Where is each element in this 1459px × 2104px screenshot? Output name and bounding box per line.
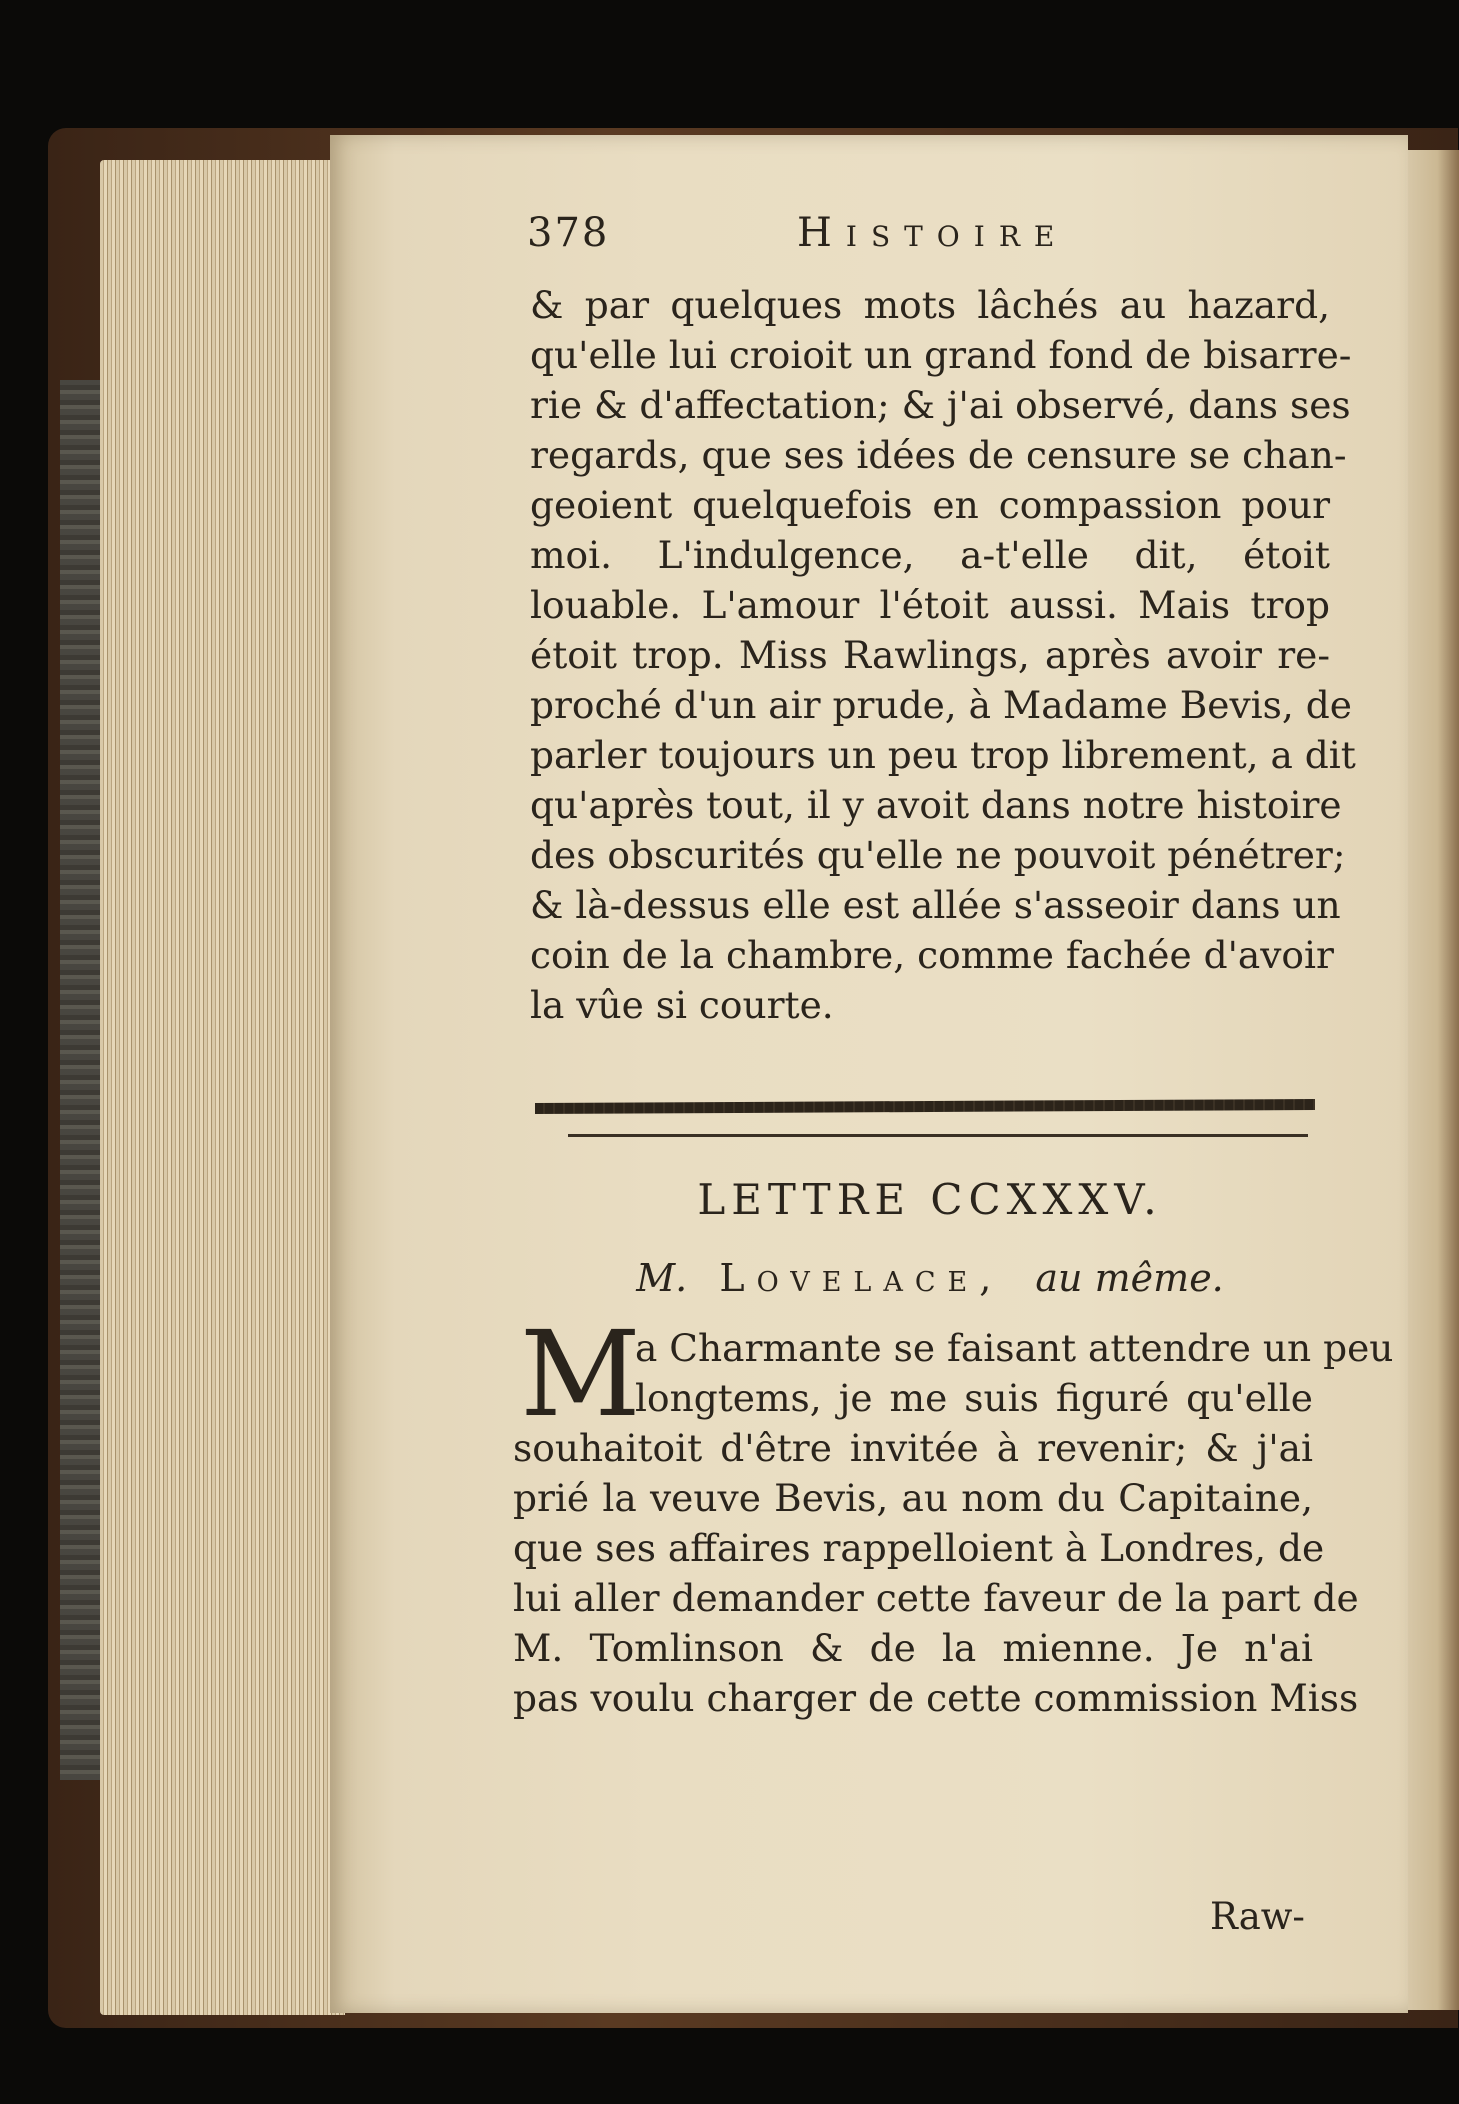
text-line: coin de la chambre, comme fachée d'avoir: [530, 933, 1334, 977]
book-page: [330, 135, 1408, 2013]
letter-sender-line: [530, 1256, 1330, 1312]
text-line: proché d'un air prude, à Madame Bevis, de: [530, 683, 1352, 727]
drop-cap: M: [520, 1305, 641, 1443]
ornamental-rule: [535, 1099, 1315, 1114]
text-line: étoit trop. Miss Rawlings, après avoir re-: [530, 633, 1330, 677]
text-line: moi. L'indulgence, a-t'elle dit, étoit: [530, 533, 1330, 577]
letter-text-line: lui aller demander cette faveur de la part de: [513, 1576, 1359, 1620]
cover-marbling: [60, 380, 105, 1780]
sender-name: Lovelace,: [719, 1256, 1004, 1300]
thin-rule: [568, 1134, 1308, 1137]
text-line: la vûe si courte.: [530, 983, 834, 1027]
page-number: 378: [527, 210, 610, 256]
letter-text-line: souhaitoit d'être invitée à revenir; & j'ai: [513, 1426, 1313, 1470]
text-line: rie & d'affectation; & j'ai observé, dans ses: [530, 383, 1351, 427]
letter-text-line: longtems, je me suis figuré qu'elle: [635, 1376, 1313, 1420]
catchword: Raw-: [1210, 1895, 1305, 1938]
letter-text-line: prié la veuve Bevis, au nom du Capitaine,: [513, 1476, 1313, 1520]
letter-text-line: pas voulu charger de cette commission Miss: [513, 1676, 1359, 1720]
text-line: regards, que ses idées de censure se chan-: [530, 433, 1347, 477]
letter-text-line: que ses affaires rappelloient à Londres, de: [513, 1526, 1325, 1570]
letter-text-line: M. Tomlinson & de la mienne. Je n'ai: [513, 1626, 1313, 1670]
page-edges: [100, 160, 345, 2015]
recipient-prefix: au: [1035, 1256, 1083, 1300]
recipient: même.: [1094, 1256, 1224, 1300]
letter-heading: LETTRE CCXXXV.: [697, 1175, 1163, 1224]
facing-page-edge: [1405, 150, 1459, 2010]
text-line: & là-dessus elle est allée s'asseoir dans un: [530, 883, 1341, 927]
text-line: & par quelques mots lâchés au hazard,: [530, 283, 1330, 327]
text-line: louable. L'amour l'étoit aussi. Mais trop: [530, 583, 1330, 627]
text-line: des obscurités qu'elle ne pouvoit pénétrer;: [530, 833, 1346, 877]
sender-abbrev: M.: [636, 1256, 688, 1300]
text-line: geoient quelquefois en compassion pour: [530, 483, 1330, 527]
text-line: parler toujours un peu trop librement, a dit: [530, 733, 1356, 777]
running-title: Histoire: [797, 210, 1069, 256]
letter-text-line: a Charmante se faisant attendre un peu: [635, 1326, 1394, 1370]
page-header: [527, 210, 1447, 270]
text-line: qu'elle lui croioit un grand fond de bisarre-: [530, 333, 1352, 377]
text-line: qu'après tout, il y avoit dans notre histoire: [530, 783, 1342, 827]
